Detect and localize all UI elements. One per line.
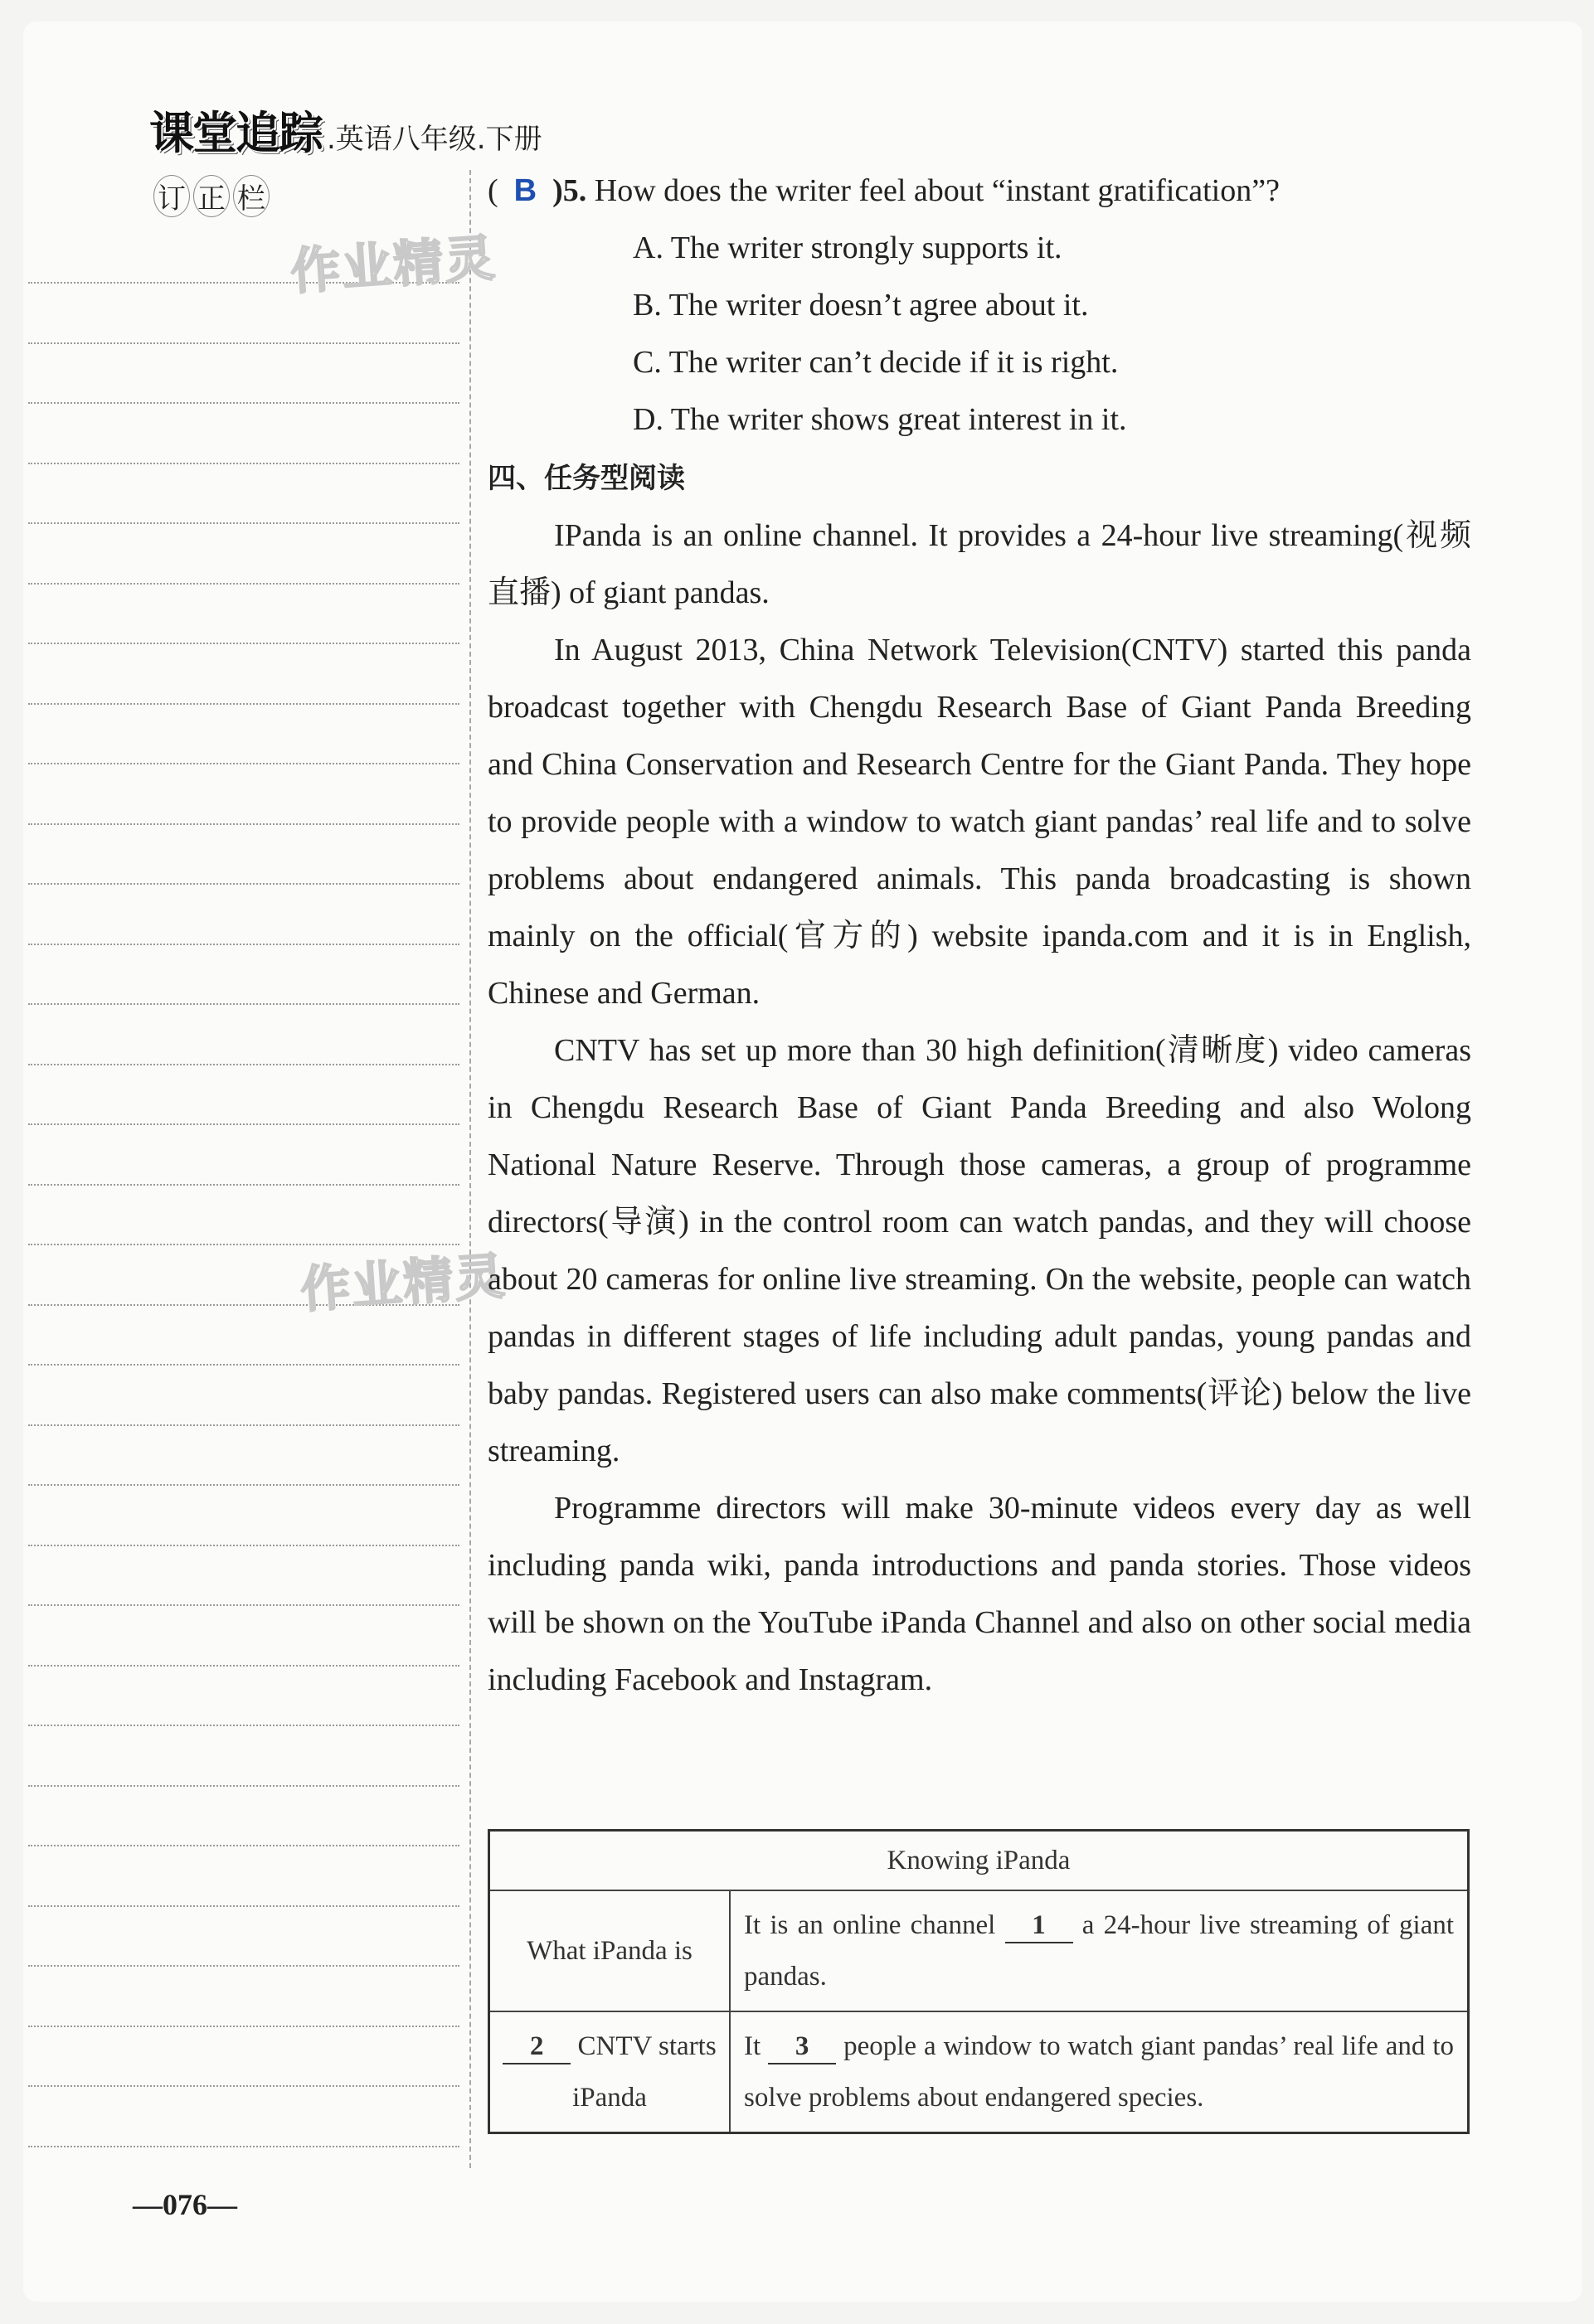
- section-title: 四、任务型阅读: [488, 462, 685, 495]
- row-text: a 24-hour live streaming of giant pandas.: [744, 1910, 1455, 1992]
- passage-paragraph: Programme directors will make 30-minute videos every day as well including panda wiki, panda introductions and panda stories. Those videos will be shown on the YouTube iPanda Channel and also on other social media including Facebook and Instagram.: [488, 1491, 1471, 1697]
- correction-rule: [28, 1965, 459, 1967]
- row-text: people a window to watch giant pandas’ real life and to solve problems about endangered species.: [744, 2031, 1455, 2113]
- correction-char: 订: [154, 176, 189, 216]
- correction-rule: [28, 522, 459, 524]
- correction-rule: [28, 2085, 459, 2087]
- row-content: [730, 1890, 1469, 2011]
- option-d: D. The writer shows great interest in it.: [633, 402, 1127, 437]
- correction-rule: [28, 763, 459, 764]
- correction-rule: [28, 1123, 459, 1125]
- correction-rule: [28, 1725, 459, 1726]
- answer-blank[interactable]: 1: [1005, 1909, 1073, 1943]
- correction-rule: [28, 2026, 459, 2027]
- correction-rule: [28, 1905, 459, 1907]
- correction-column-label: [154, 176, 269, 216]
- watermark: 作业精灵: [299, 1247, 508, 1320]
- correction-rule: [28, 402, 459, 404]
- correction-char: 正: [194, 176, 229, 216]
- correction-rule: [28, 703, 459, 705]
- book-subject: .英语八年级.下册: [327, 123, 542, 156]
- passage-paragraph: In August 2013, China Network Television(CNTV) started this panda broadcast together with Chengdu Research Base of Giant Panda Breeding and China Conservation and Research Centre for the Giant Panda. They hope to provide people with a window to watch giant pandas’ real life and to solve problems about endangered animals. This panda broadcasting is shown mainly on the official(官方的) website ipanda.com and it is in English, Chinese and German.: [488, 633, 1471, 1011]
- correction-rule: [28, 1604, 459, 1606]
- watermark: 作业精灵: [289, 229, 498, 302]
- passage-paragraph: CNTV has set up more than 30 high definition(清晰度) video cameras in Chengdu Research Base of Giant Panda Breeding and also Wolong National Nature Reserve. Through those cameras, a group of programme directors(导演) in the control room can watch pandas, and they will choose about 20 cameras for online live streaming. On the website, people can watch pandas in different stages of life including adult pandas, young pandas and baby pandas. Registered users can also make comments(评论) below the live streaming.: [488, 1033, 1471, 1468]
- correction-rule: [28, 1785, 459, 1787]
- correction-rule: [28, 1003, 459, 1005]
- correction-rule: [28, 1424, 459, 1426]
- correction-rule: [28, 1364, 459, 1366]
- passage-paragraph: IPanda is an online channel. It provides a 24-hour live streaming(视频直播) of giant pandas.: [488, 518, 1471, 610]
- correction-rule: [28, 1545, 459, 1546]
- answer-mark: B: [513, 173, 537, 208]
- correction-rule: [28, 1064, 459, 1065]
- page-number: —076—: [133, 2188, 237, 2221]
- correction-rule: [28, 643, 459, 644]
- correction-rule: [28, 944, 459, 945]
- option-b: B. The writer doesn’t agree about it.: [633, 288, 1089, 323]
- paren: (: [488, 173, 498, 208]
- column-divider: [469, 170, 471, 2168]
- row-label: What iPanda is: [489, 1890, 731, 2011]
- correction-rule: [28, 883, 459, 885]
- answer-blank[interactable]: 3: [768, 2030, 836, 2064]
- correction-rule: [28, 342, 459, 344]
- correction-rule: [28, 1665, 459, 1667]
- correction-rule: [28, 1845, 459, 1846]
- main-content: [488, 163, 1471, 1709]
- page-header: [149, 98, 542, 162]
- knowing-ipanda-table: [488, 1829, 1470, 2134]
- table-row: [489, 1890, 1469, 2011]
- option-c: C. The writer can’t decide if it is right.: [633, 345, 1119, 380]
- table-row: [489, 2011, 1469, 2133]
- table-title: Knowing iPanda: [489, 1831, 1469, 1891]
- correction-rule: [28, 1184, 459, 1186]
- answer-blank[interactable]: 2: [503, 2030, 571, 2064]
- correction-rule: [28, 2146, 459, 2147]
- row-text: CNTV starts iPanda: [572, 2031, 717, 2113]
- row-label: [489, 2011, 731, 2133]
- correction-rule: [28, 463, 459, 464]
- question-number: )5.: [552, 173, 587, 208]
- question-5: [488, 163, 1471, 220]
- row-content: [730, 2011, 1469, 2133]
- brand-logo: 课堂追踪: [149, 107, 322, 159]
- correction-rule: [28, 823, 459, 825]
- row-text: It: [744, 2031, 761, 2061]
- row-text: It is an online channel: [744, 1910, 996, 1940]
- option-a: A. The writer strongly supports it.: [633, 230, 1062, 265]
- question-text: How does the writer feel about “instant gratification”?: [594, 173, 1280, 208]
- correction-char: 栏: [234, 176, 269, 216]
- correction-rule: [28, 1484, 459, 1486]
- correction-rule: [28, 583, 459, 585]
